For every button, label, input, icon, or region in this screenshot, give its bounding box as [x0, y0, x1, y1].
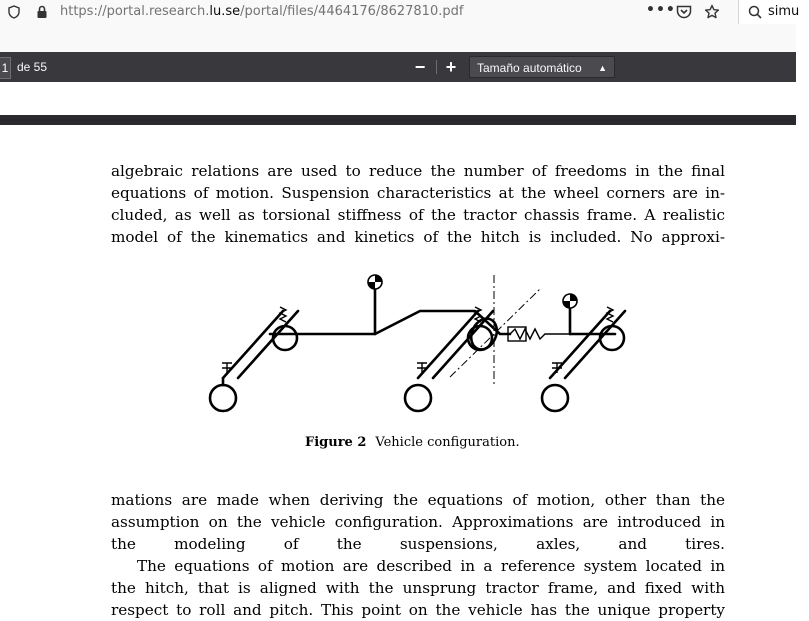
search-text[interactable]: simu: [768, 4, 800, 19]
toolbar-gap: [0, 25, 796, 52]
center-of-mass-icon: [563, 294, 577, 308]
shield-icon[interactable]: [6, 4, 22, 20]
text-line: the hitch, that is aligned with the unsprung tractor frame, and fixed with: [111, 579, 725, 597]
scale-select-label: Tamaño automático: [477, 61, 582, 75]
zoom-in-button[interactable]: +: [445, 56, 457, 77]
pocket-icon[interactable]: [676, 4, 692, 20]
text-line: the modeling of the suspensions, axles, and tires.: [111, 535, 725, 553]
pdf-page: [0, 125, 796, 619]
text-line: equations of motion. Suspension characteristics at the wheel corners are in-: [111, 184, 725, 202]
url-bar: [0, 0, 800, 26]
pdf-toolbar: [0, 52, 796, 82]
search-icon: [747, 4, 763, 20]
text-line: mations are made when deriving the equations of motion, other than the: [111, 491, 725, 509]
text-line: respect to roll and pitch. This point on the vehicle has the unique property: [111, 601, 725, 619]
zoom-separator: [436, 60, 437, 74]
page-number-input[interactable]: 1: [0, 57, 11, 79]
text-line: cluded, as well as torsional stiffness of the tractor chassis frame. A realistic: [111, 206, 725, 224]
center-of-mass-icon: [368, 275, 382, 289]
bookmark-star-icon[interactable]: [704, 4, 720, 20]
zoom-out-button[interactable]: −: [414, 56, 426, 77]
updown-arrow-icon: ▲: [598, 63, 607, 73]
text-line: assumption on the vehicle configuration. Approximations are introduced in: [111, 513, 725, 531]
search-box[interactable]: [738, 0, 809, 24]
viewer-background: [0, 82, 796, 115]
scale-select[interactable]: [469, 56, 615, 78]
text-line: algebraic relations are used to reduce the number of freedoms in the final: [111, 162, 725, 180]
lock-icon[interactable]: [34, 4, 50, 20]
page-count: de 55: [17, 60, 48, 74]
figure-caption-text: Vehicle configuration.: [375, 435, 520, 450]
text-line: The equations of motion are described in a reference system located in: [137, 557, 725, 575]
paragraph-3: [111, 555, 725, 621]
figure-label: Figure 2: [305, 435, 367, 450]
paragraph-2: [111, 489, 725, 555]
vehicle-configuration-figure: [200, 265, 640, 425]
paragraph-1: [111, 160, 725, 248]
figure-caption: [305, 435, 520, 450]
page-actions-icon[interactable]: •••: [646, 2, 676, 18]
page-top-border: [0, 115, 796, 125]
text-line: model of the kinematics and kinetics of the hitch is included. No approxi-: [111, 228, 725, 246]
url-text[interactable]: https://portal.research.lu.se/portal/files/4464176/8627810.pdf: [60, 4, 464, 19]
